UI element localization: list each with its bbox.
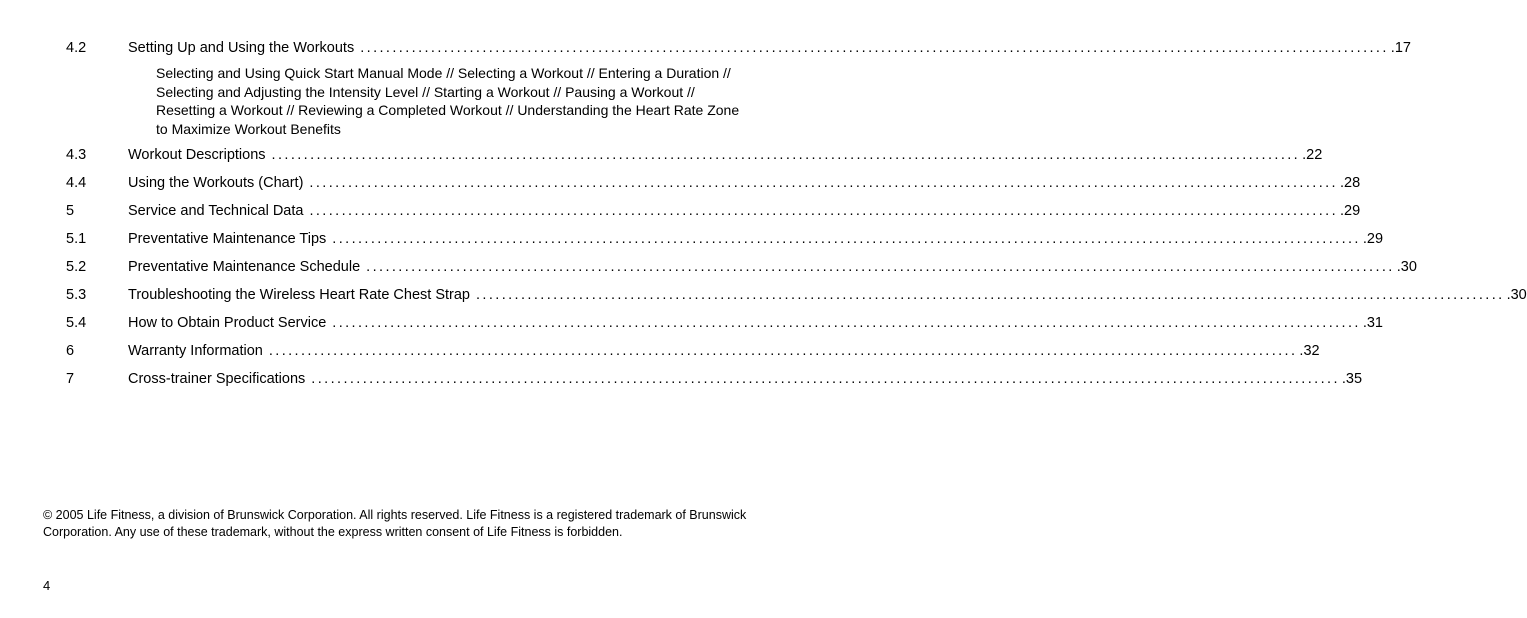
toc-page: .17 bbox=[1390, 40, 1411, 56]
toc-number: 5.2 bbox=[66, 258, 87, 275]
toc-title: Preventative Maintenance Schedule bbox=[128, 258, 361, 275]
toc-number: 4.2 bbox=[66, 40, 87, 56]
toc-number: 5 bbox=[66, 202, 75, 219]
toc-page: .32 bbox=[1299, 342, 1320, 359]
toc-number: 5.3 bbox=[66, 286, 87, 303]
toc-entry[interactable] bbox=[66, 201, 1361, 221]
toc-entry[interactable] bbox=[66, 369, 1363, 389]
toc-page: .28 bbox=[1339, 174, 1361, 191]
toc-title: Troubleshooting the Wireless Heart Rate Chest Strap bbox=[128, 286, 470, 303]
toc-entry[interactable] bbox=[66, 173, 1361, 193]
copyright-line: Corporation. Any use of these trademark, without the express written consent of Life Fitness is forbidden. bbox=[43, 524, 623, 539]
toc-title: Using the Workouts (Chart) bbox=[128, 174, 304, 191]
toc-title: Preventative Maintenance Tips bbox=[128, 230, 327, 247]
toc-number: 4.4 bbox=[66, 174, 87, 191]
dot-leader: ................................................................................................................................................................ bbox=[332, 314, 1361, 331]
toc-number: 5.1 bbox=[66, 230, 87, 247]
toc-number: 4.3 bbox=[66, 146, 87, 163]
toc-page: .22 bbox=[1302, 146, 1323, 163]
toc-entry[interactable] bbox=[66, 38, 1411, 139]
toc-page: .31 bbox=[1362, 314, 1384, 331]
toc-description bbox=[156, 64, 874, 139]
dot-leader: ................................................................................................................................................................ bbox=[309, 202, 1339, 219]
toc-page: .29 bbox=[1362, 230, 1384, 247]
toc-description-line: Selecting and Using Quick Start Manual Mode // Selecting a Workout // Entering a Duration // bbox=[156, 65, 731, 81]
dot-leader: ................................................................................................................................................................ bbox=[332, 230, 1361, 247]
dot-leader: ................................................................................................................................................................ bbox=[268, 342, 1298, 359]
toc-description-line: to Maximize Workout Benefits bbox=[156, 121, 341, 138]
toc-number: 7 bbox=[66, 370, 75, 387]
toc-title: Workout Descriptions bbox=[128, 146, 266, 163]
toc-number: 6 bbox=[66, 342, 75, 359]
page-number: 4 bbox=[43, 578, 51, 593]
copyright-notice bbox=[43, 507, 903, 540]
dot-leader: ................................................................................................................................................................ bbox=[360, 40, 1389, 56]
toc-entry[interactable] bbox=[66, 285, 1527, 305]
toc-entry[interactable] bbox=[66, 229, 1384, 249]
toc-number: 5.4 bbox=[66, 314, 87, 331]
copyright-line: © 2005 Life Fitness, a division of Brunswick Corporation. All rights reserved. Life Fitness is a registered trademark of Brunswick bbox=[43, 508, 747, 522]
toc-title: Cross-trainer Specifications bbox=[128, 370, 306, 387]
dot-leader: ................................................................................................................................................................ bbox=[271, 146, 1301, 163]
table-of-contents bbox=[66, 38, 1527, 389]
toc-description-line: Selecting and Adjusting the Intensity Level // Starting a Workout // Pausing a Workout // bbox=[156, 83, 695, 100]
toc-entry[interactable] bbox=[66, 341, 1320, 361]
toc-page: .35 bbox=[1341, 370, 1363, 387]
toc-title: Setting Up and Using the Workouts bbox=[128, 40, 355, 56]
toc-entry[interactable] bbox=[66, 313, 1384, 333]
toc-entry[interactable] bbox=[66, 257, 1417, 277]
dot-leader: ................................................................................................................................................................ bbox=[309, 174, 1338, 191]
toc-page: .29 bbox=[1340, 202, 1361, 219]
toc-title: Service and Technical Data bbox=[128, 202, 304, 219]
toc-title: Warranty Information bbox=[128, 342, 263, 359]
toc-entry[interactable] bbox=[66, 145, 1323, 165]
toc-page: .30 bbox=[1506, 286, 1527, 303]
dot-leader: ................................................................................................................................................................ bbox=[311, 370, 1340, 387]
dot-leader: ................................................................................................................................................................ bbox=[366, 258, 1395, 275]
toc-page: .30 bbox=[1396, 258, 1417, 275]
toc-description-line: Resetting a Workout // Reviewing a Completed Workout // Understanding the Heart Rate Zone bbox=[156, 102, 740, 119]
dot-leader: ................................................................................................................................................................ bbox=[475, 286, 1505, 303]
toc-title: How to Obtain Product Service bbox=[128, 314, 327, 331]
